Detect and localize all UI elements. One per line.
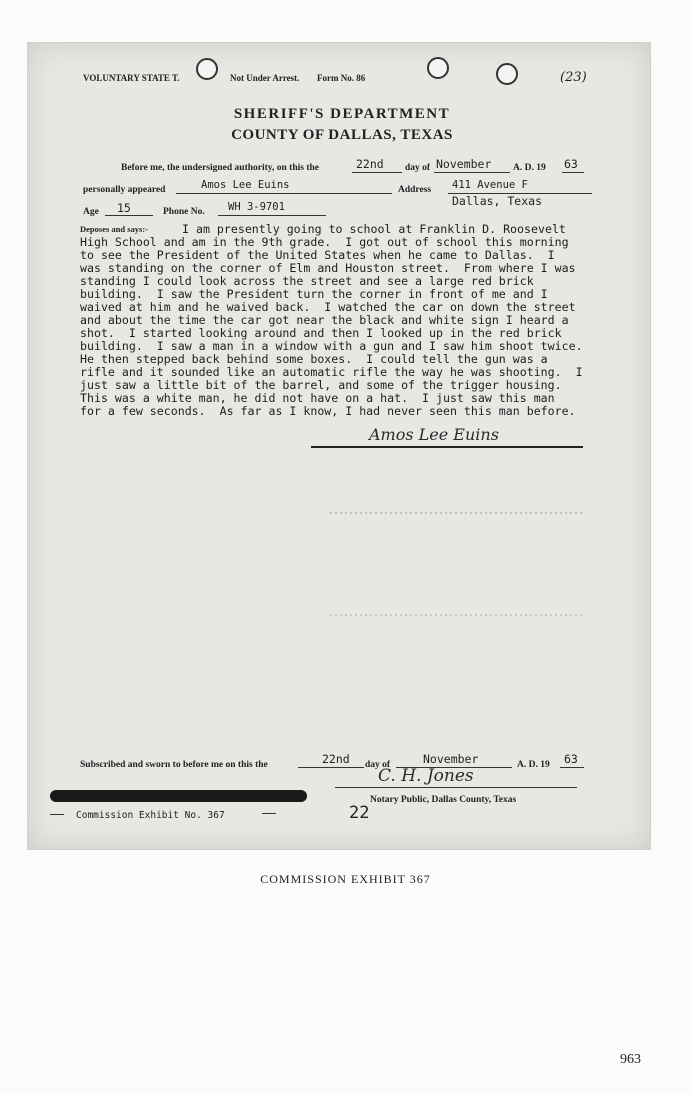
statement-line: was standing on the corner of Elm and Houston street. From where I was — [80, 261, 576, 275]
statement-line: building. I saw a man in a window with a gun and I saw him shoot twice. — [80, 339, 583, 353]
form-number: Form No. 86 — [317, 73, 366, 83]
department-title: SHERIFF'S DEPARTMENT — [233, 106, 451, 122]
jurat-year: 63 — [564, 752, 578, 766]
statement-line: building. I saw the President turn the corner in front of me and I — [80, 287, 548, 301]
before-me-text: Before me, the undersigned authority, on this the — [121, 163, 320, 173]
statement-line: just saw a little bit of the barrel, and some of the trigger housing. — [80, 378, 562, 392]
jurat-ad: A. D. 19 — [517, 760, 550, 770]
address-line1: 411 Avenue F — [452, 179, 528, 191]
statement-line: to see the President of the United States when he came to Dallas. I — [80, 248, 555, 262]
address-line2: Dallas, Texas — [452, 194, 543, 208]
intro-month: November — [436, 157, 492, 171]
affiant-name: Amos Lee Euins — [201, 179, 290, 191]
statement-line: and about the time the car got near the black and white sign I heard a — [80, 313, 569, 327]
statement-line: High School and am in the 9th grade. I got out of school this morning — [80, 235, 569, 249]
exhibit-caption: COMMISSION EXHIBIT 367 — [260, 872, 431, 886]
form-label: VOLUNTARY STATE T. — [83, 73, 180, 83]
page-number: 963 — [620, 1052, 641, 1067]
statement-line: waived at him and he waived back. I watched the car on down the street — [80, 300, 576, 314]
personally-appeared-text: personally appeared — [83, 185, 166, 195]
intro-day: 22nd — [356, 157, 384, 171]
jurat-day-of: day of — [365, 760, 391, 770]
statement-line: He then stepped back behind some boxes. I could tell the gun was a — [80, 352, 548, 366]
deposes-label: Deposes and says:- — [80, 224, 149, 234]
blank-signature-lines — [330, 505, 590, 625]
affiant-signature: Amos Lee Euins — [369, 425, 499, 444]
redaction-bar — [50, 790, 307, 802]
punch-hole — [496, 63, 518, 85]
notary-signature: C. H. Jones — [378, 766, 474, 786]
punch-hole — [427, 57, 449, 79]
statement-line: I am presently going to school at Franklin D. Roosevelt — [182, 222, 566, 236]
intro-year: 63 — [564, 157, 578, 171]
statement-line: This was a white man, he did not have on a hat. I just saw this man — [80, 391, 555, 405]
age-label: Age — [83, 207, 99, 217]
statement-line: standing I could look across the street and see a large red brick — [80, 274, 534, 288]
punch-hole — [196, 58, 218, 80]
statement-line: for a few seconds. As far as I know, I had never seen this man before. — [80, 404, 576, 418]
jurat-month: November — [423, 752, 479, 766]
phone-number: WH 3-9701 — [228, 201, 285, 213]
affiant-age: 15 — [117, 201, 131, 215]
statement-line: rifle and it sounded like an automatic rifle the way he was shooting. I — [80, 365, 583, 379]
handwritten-number: (23) — [560, 70, 587, 85]
statement-line: shot. I started looking around and then I looked up in the red brick — [80, 326, 562, 340]
jurat-day: 22nd — [322, 752, 350, 766]
address-label: Address — [398, 185, 432, 195]
subscribed-text: Subscribed and sworn to before me on this the — [80, 760, 268, 770]
ad-text: A. D. 19 — [513, 163, 546, 173]
not-under-arrest: Not Under Arrest. — [230, 73, 300, 83]
exhibit-stamp: Commission Exhibit No. 367 — [76, 810, 225, 821]
phone-label: Phone No. — [163, 207, 205, 217]
notary-label: Notary Public, Dallas County, Texas — [370, 795, 517, 805]
county-title: COUNTY OF DALLAS, TEXAS — [231, 127, 453, 143]
day-of-text: day of — [405, 163, 431, 173]
page-mark: 22 — [349, 803, 370, 823]
